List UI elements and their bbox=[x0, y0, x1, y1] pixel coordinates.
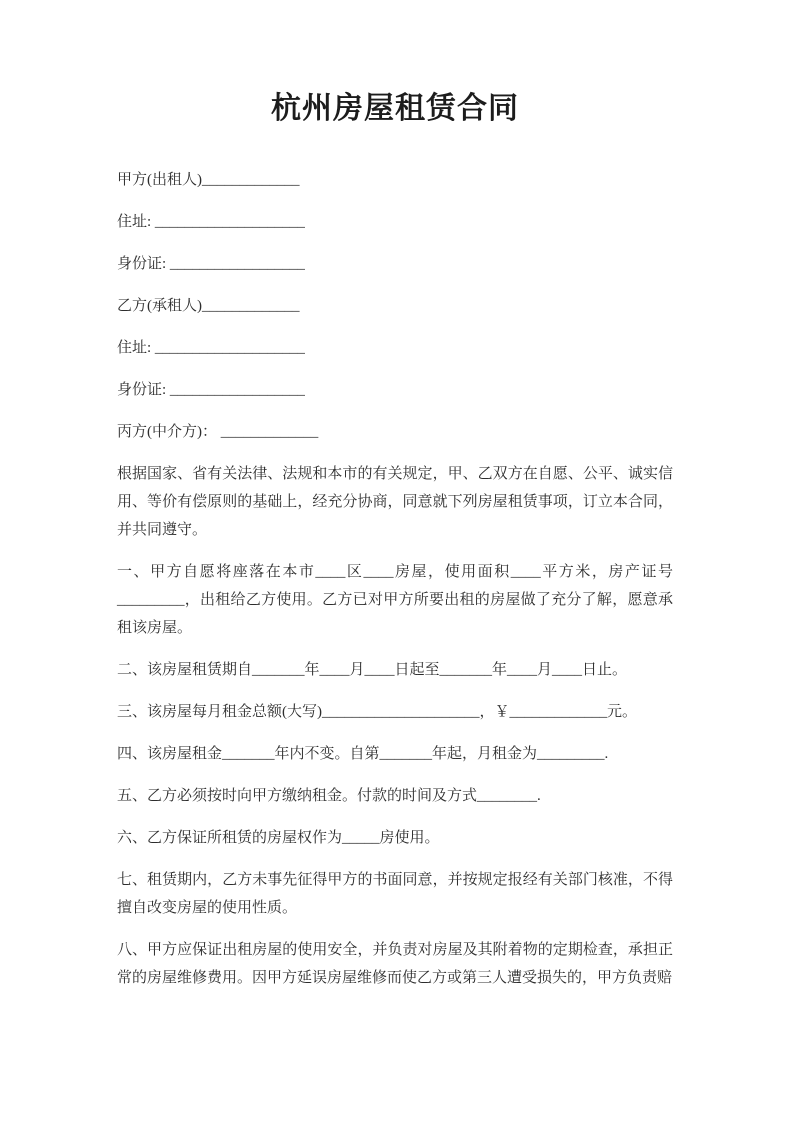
party-line-lessee-address: 住址: ____________________ bbox=[117, 340, 305, 356]
party-line-lessor-address: 住址: ____________________ bbox=[117, 214, 305, 230]
document-title: 杭州房屋租赁合同 bbox=[271, 92, 519, 125]
party-line-lessor: 甲方(出租人)_____________ bbox=[117, 172, 300, 188]
party-line-lessor-id: 身份证: __________________ bbox=[117, 256, 305, 272]
clause-4: 四、该房屋租金_______年内不变。自第_______年起，月租金为_________. bbox=[117, 746, 609, 762]
clause-3: 三、该房屋每月租金总额(大写)_____________________，￥_____________元。 bbox=[117, 704, 637, 720]
preamble-paragraph: 根据国家、省有关法律、法规和本市的有关规定，甲、乙双方在自愿、公平、诚实信用、等价有偿原则的基础上，经充分协商，同意就下列房屋租赁事项，订立本合同，并共同遵守。 bbox=[117, 466, 673, 538]
clause-1: 一、甲方自愿将座落在本市____区____房屋，使用面积____平方米，房产证号_________，出租给乙方使用。乙方已对甲方所要出租的房屋做了充分了解，愿意承租该房屋。 bbox=[117, 564, 673, 636]
clause-6: 六、乙方保证所租赁的房屋权作为_____房使用。 bbox=[117, 830, 440, 846]
clause-8: 八、甲方应保证出租房屋的使用安全，并负责对房屋及其附着物的定期检查，承担正常的房屋维修费用。因甲方延误房屋维修而使乙方或第三人遭受损失的，甲方负责赔 bbox=[117, 942, 673, 986]
party-line-agent: 丙方(中介方)： _____________ bbox=[117, 424, 319, 440]
clause-7: 七、租赁期内，乙方未事先征得甲方的书面同意，并按规定报经有关部门核准，不得擅自改变房屋的使用性质。 bbox=[117, 872, 673, 916]
party-line-lessee: 乙方(承租人)_____________ bbox=[117, 298, 300, 314]
party-line-lessee-id: 身份证: __________________ bbox=[117, 382, 305, 398]
clause-2: 二、该房屋租赁期自_______年____月____日起至_______年____月____日止。 bbox=[117, 662, 628, 678]
clause-5: 五、乙方必须按时向甲方缴纳租金。付款的时间及方式________. bbox=[117, 788, 541, 804]
